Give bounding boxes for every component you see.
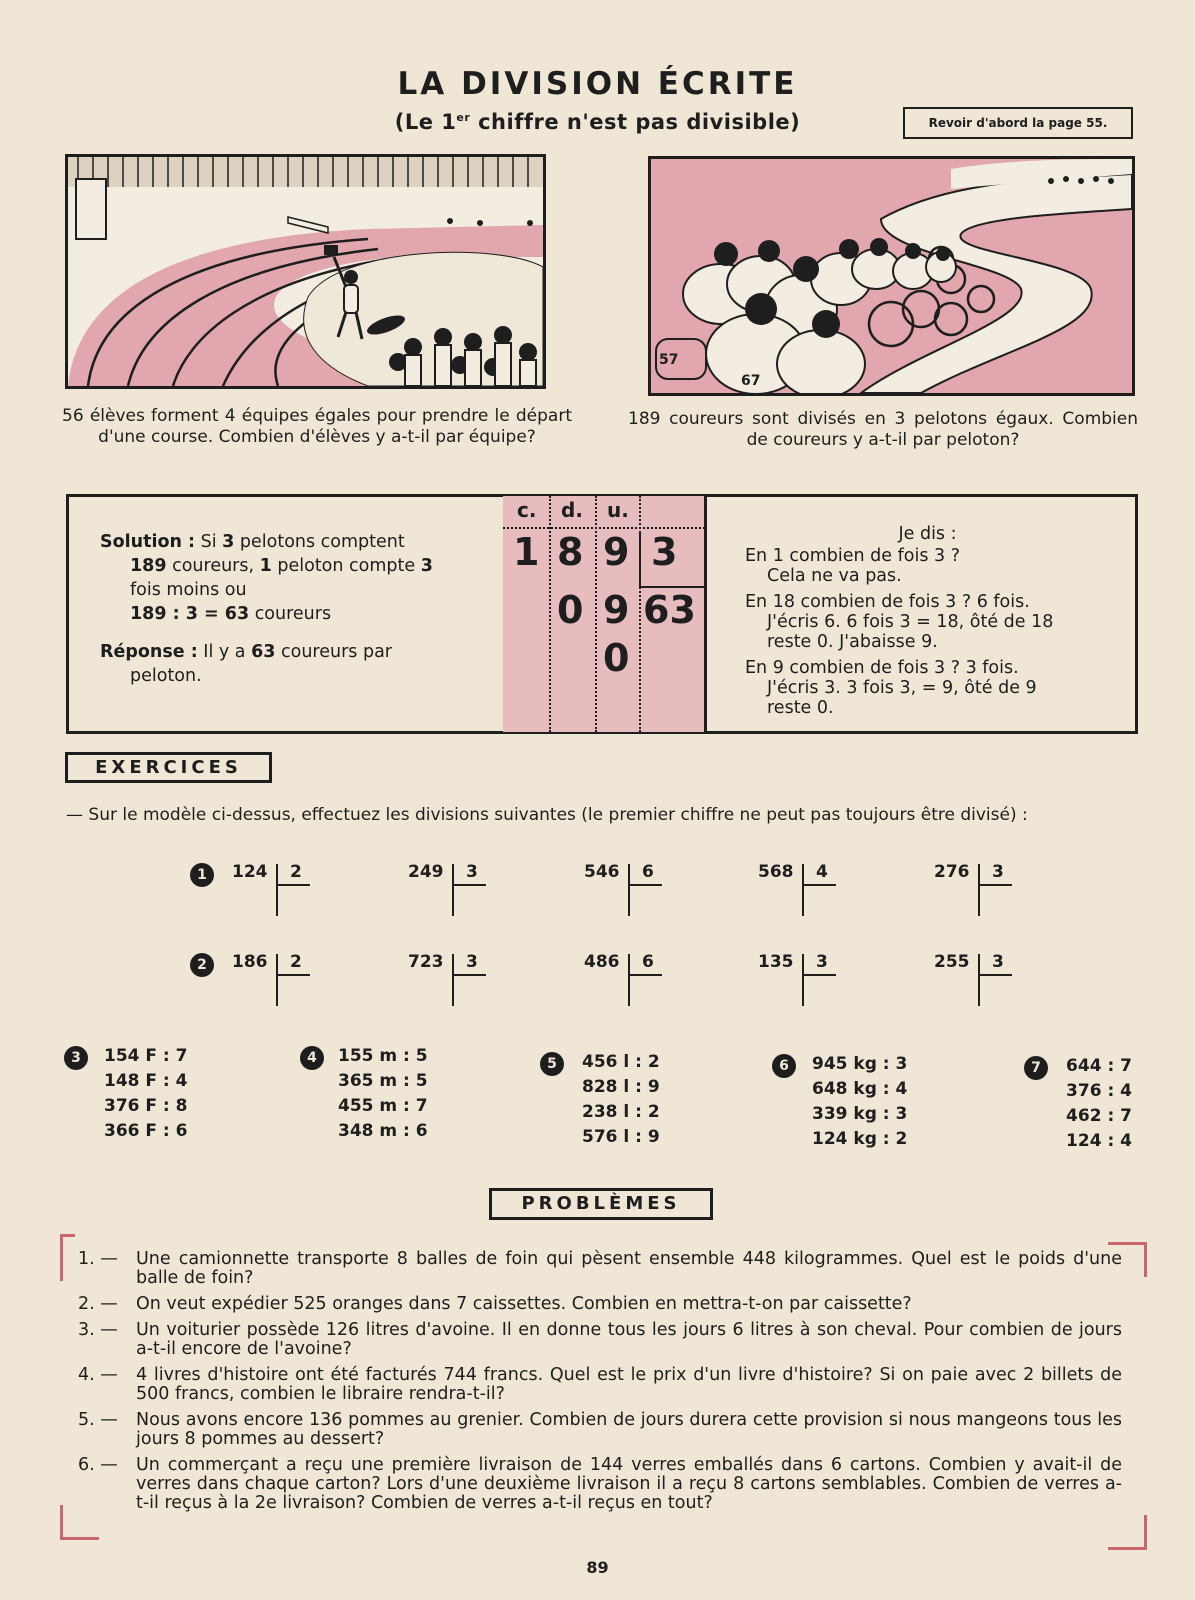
bib-57: 57 bbox=[659, 352, 679, 368]
header-divider bbox=[503, 527, 705, 529]
problem-item: 1. — Une camionnette transporte 8 balles de foin qui pèsent ensemble 448 kilogrammes. Quel est le poids d'une balle de foin? bbox=[78, 1249, 1122, 1288]
bib-67: 67 bbox=[741, 373, 761, 389]
division-bar bbox=[276, 884, 310, 886]
dividend-digit: 9 bbox=[603, 530, 630, 574]
solution-text bbox=[100, 530, 460, 688]
exercise-item: 365 m : 5 bbox=[338, 1071, 428, 1091]
exercise-number: 6 bbox=[772, 1054, 796, 1078]
division-vbar bbox=[628, 864, 630, 916]
exercises-title: EXERCICES bbox=[65, 752, 272, 783]
division-bar bbox=[452, 974, 486, 976]
exercise-item: 124 kg : 2 bbox=[812, 1129, 908, 1149]
dividend: 546 bbox=[584, 862, 620, 882]
exercise-item: 576 l : 9 bbox=[582, 1127, 660, 1147]
division-vbar bbox=[276, 954, 278, 1006]
answer-label: Réponse : bbox=[100, 642, 198, 662]
exercise-number: 7 bbox=[1024, 1056, 1048, 1080]
problems-title: PROBLÈMES bbox=[489, 1188, 713, 1220]
division-vbar bbox=[639, 532, 641, 588]
exercise-item: 376 : 4 bbox=[1066, 1081, 1132, 1101]
exercise-item: 154 F : 7 bbox=[104, 1046, 188, 1066]
division-bar bbox=[628, 884, 662, 886]
problem-item: 2. — On veut expédier 525 oranges dans 7 caissettes. Combien en mettra-t-on par caissette? bbox=[78, 1294, 912, 1314]
division-vbar bbox=[452, 864, 454, 916]
exercise-number: 2 bbox=[190, 953, 214, 977]
division-bar bbox=[802, 974, 836, 976]
division-vbar bbox=[978, 864, 980, 916]
track-illustration bbox=[65, 154, 546, 389]
division-vbar bbox=[276, 864, 278, 916]
dividend: 135 bbox=[758, 952, 794, 972]
remainder-digit: 0 bbox=[557, 588, 584, 632]
problem-item: 6. — Un commerçant a reçu une première livraison de 144 verres emballés dans 6 cartons. Combien y avait-il de verres dans chaque carton? Lors d'une deuxième livraison il a reçu 8 cartons semblables. Combien de verres a-t-il reçus à la 2e livraison? Combien de verres a-t-il reçus en tout? bbox=[78, 1455, 1122, 1513]
problems-list bbox=[78, 1250, 1122, 1520]
divisor: 3 bbox=[466, 862, 478, 882]
subtitle-sup: er bbox=[456, 111, 471, 124]
exercise-item: 455 m : 7 bbox=[338, 1096, 428, 1116]
exercise-item: 124 : 4 bbox=[1066, 1131, 1132, 1151]
division-vbar bbox=[802, 954, 804, 1006]
dividend-digit: 1 bbox=[513, 530, 540, 574]
column-divider bbox=[595, 496, 597, 732]
solution-line: fois moins ou bbox=[130, 580, 247, 600]
caption-left: 56 élèves forment 4 équipes égales pour prendre le départ d'une course. Combien d'élèves y a-t-il par équipe? bbox=[62, 406, 572, 447]
dividend: 186 bbox=[232, 952, 268, 972]
cyclists-drawing bbox=[651, 159, 1132, 393]
column-divider bbox=[549, 496, 551, 732]
divisor: 3 bbox=[651, 530, 678, 574]
exercise-item: 339 kg : 3 bbox=[812, 1104, 908, 1124]
dividend: 276 bbox=[934, 862, 970, 882]
divisor: 2 bbox=[290, 952, 302, 972]
problem-item: 4. — 4 livres d'histoire ont été facturés 744 francs. Quel est le prix d'un livre d'histoire? Si on paie avec 2 billets de 500 francs, combien le libraire rendra-t-il? bbox=[78, 1365, 1122, 1404]
page-title: LA DIVISION ÉCRITE bbox=[397, 66, 798, 102]
divisor: 3 bbox=[816, 952, 828, 972]
exercise-item: 155 m : 5 bbox=[338, 1046, 428, 1066]
division-vbar bbox=[452, 954, 454, 1006]
solution-line: 189 coureurs, 1 peloton compte 3 bbox=[130, 556, 433, 576]
solution-label: Solution : bbox=[100, 532, 196, 552]
dividend: 723 bbox=[408, 952, 444, 972]
exercise-item: 648 kg : 4 bbox=[812, 1079, 908, 1099]
division-bar bbox=[978, 884, 1012, 886]
page-number: 89 bbox=[586, 1558, 609, 1577]
division-bar bbox=[452, 884, 486, 886]
divisor: 3 bbox=[992, 862, 1004, 882]
quotient: 63 bbox=[643, 588, 696, 632]
exercise-item: 148 F : 4 bbox=[104, 1071, 188, 1091]
col-header-d: d. bbox=[561, 498, 583, 522]
division-panel bbox=[503, 496, 705, 732]
caption-right: 189 coureurs sont divisés en 3 pelotons égaux. Combien de coureurs y a-t-il par peloton? bbox=[628, 409, 1138, 450]
subtitle-part: (Le 1 bbox=[394, 110, 457, 134]
solution-separator bbox=[704, 496, 707, 732]
divisor: 3 bbox=[466, 952, 478, 972]
answer-line: peloton. bbox=[130, 666, 202, 686]
dividend: 124 bbox=[232, 862, 268, 882]
divisor: 6 bbox=[642, 952, 654, 972]
dividend: 255 bbox=[934, 952, 970, 972]
divisor: 3 bbox=[992, 952, 1004, 972]
revoir-box: Revoir d'abord la page 55. bbox=[903, 107, 1133, 139]
je-dis-step: En 1 combien de fois 3 ? Cela ne va pas. bbox=[745, 546, 961, 586]
division-bar bbox=[978, 974, 1012, 976]
corner-mark bbox=[1108, 1515, 1147, 1550]
division-bar bbox=[628, 974, 662, 976]
exercise-item: 238 l : 2 bbox=[582, 1102, 660, 1122]
exercise-item: 366 F : 6 bbox=[104, 1121, 188, 1141]
division-vbar bbox=[978, 954, 980, 1006]
subtitle-part: chiffre n'est pas divisible) bbox=[470, 110, 801, 134]
je-dis-title: Je dis : bbox=[898, 524, 957, 544]
exercise-number: 1 bbox=[190, 863, 214, 887]
divisor: 6 bbox=[642, 862, 654, 882]
exercise-item: 644 : 7 bbox=[1066, 1056, 1132, 1076]
je-dis-step: En 9 combien de fois 3 ? 3 fois. J'écris 3. 3 fois 3, = 9, ôté de 9 reste 0. bbox=[745, 658, 1037, 718]
col-header-u: u. bbox=[607, 498, 629, 522]
solution-line: Solution : Si 3 pelotons comptent bbox=[100, 532, 405, 552]
dividend: 486 bbox=[584, 952, 620, 972]
divisor: 2 bbox=[290, 862, 302, 882]
dividend: 249 bbox=[408, 862, 444, 882]
dividend-digit: 8 bbox=[557, 530, 584, 574]
je-dis-step: En 18 combien de fois 3 ? 6 fois. J'écris 6. 6 fois 3 = 18, ôté de 18 reste 0. J'abaisse 9. bbox=[745, 592, 1054, 652]
answer-line: Réponse : Il y a 63 coureurs par bbox=[100, 642, 393, 662]
dividend: 568 bbox=[758, 862, 794, 882]
division-vbar bbox=[802, 864, 804, 916]
track-drawing bbox=[68, 157, 543, 386]
je-dis-explanation bbox=[745, 524, 1110, 724]
problem-item: 3. — Un voiturier possède 126 litres d'avoine. Il en donne tous les jours 6 litres à son cheval. Pour combien de jours a-t-il encore de l'avoine? bbox=[78, 1320, 1122, 1359]
col-header-c: c. bbox=[517, 498, 537, 522]
exercise-item: 945 kg : 3 bbox=[812, 1054, 908, 1074]
exercise-number: 5 bbox=[540, 1052, 564, 1076]
division-bar bbox=[276, 974, 310, 976]
remainder-digit: 9 bbox=[603, 588, 630, 632]
exercises-instruction: — Sur le modèle ci-dessus, effectuez les divisions suivantes (le premier chiffre ne peut pas toujours être divisé) : bbox=[66, 805, 1028, 825]
final-remainder: 0 bbox=[603, 636, 630, 680]
problem-item: 5. — Nous avons encore 136 pommes au grenier. Combien de jours durera cette provision si nous mangeons tous les jours 8 pommes au dessert? bbox=[78, 1410, 1122, 1449]
exercise-number: 3 bbox=[64, 1046, 88, 1070]
exercise-item: 348 m : 6 bbox=[338, 1121, 428, 1141]
exercise-item: 828 l : 9 bbox=[582, 1077, 660, 1097]
cyclists-illustration bbox=[648, 156, 1135, 396]
corner-mark bbox=[60, 1234, 75, 1281]
solution-equation: 189 : 3 = 63 coureurs bbox=[130, 604, 332, 624]
division-bar bbox=[802, 884, 836, 886]
exercise-item: 376 F : 8 bbox=[104, 1096, 188, 1116]
division-vbar bbox=[628, 954, 630, 1006]
exercise-number: 4 bbox=[300, 1046, 324, 1070]
exercise-item: 456 l : 2 bbox=[582, 1052, 660, 1072]
exercise-item: 462 : 7 bbox=[1066, 1106, 1132, 1126]
divisor: 4 bbox=[816, 862, 828, 882]
